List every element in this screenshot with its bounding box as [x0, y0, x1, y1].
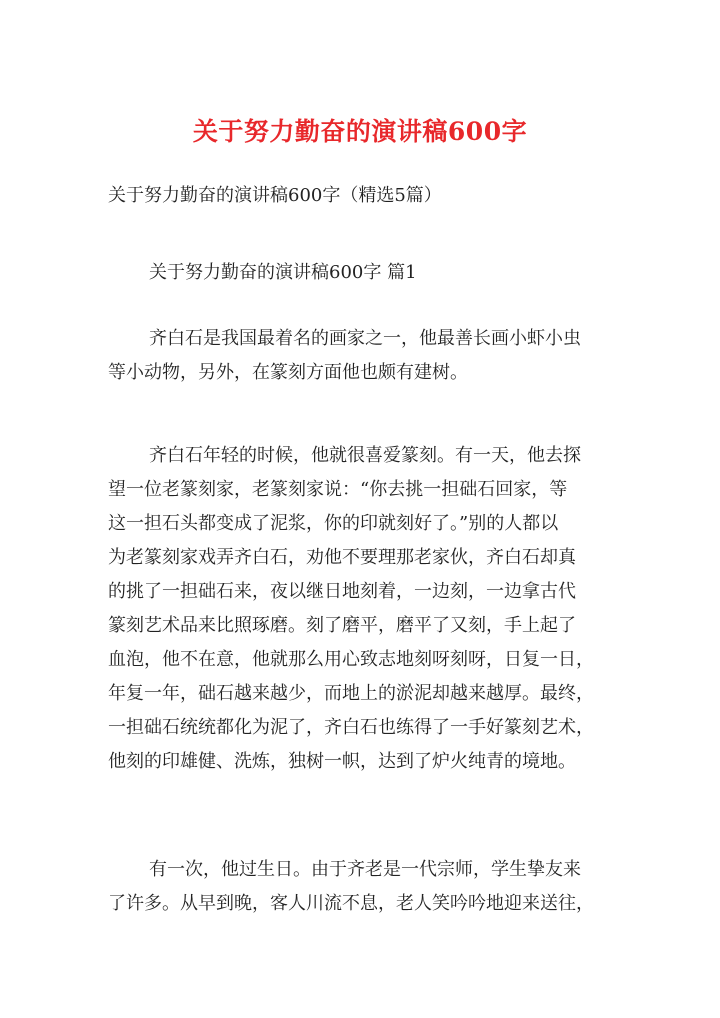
text-line: 齐白石是我国最着名的画家之一，他最善长画小虾小虫 — [149, 328, 581, 349]
paragraph-1 — [108, 322, 628, 390]
section-heading: 关于努力勤奋的演讲稿600字 篇1 — [149, 262, 417, 283]
text-line: 的挑了一担础石来，夜以继日地刻着，一边刻，一边拿古代 — [108, 581, 576, 602]
text-line: 一担础石统统都化为泥了，齐白石也练得了一手好篆刻艺术， — [108, 717, 594, 738]
text-line: 这一担石头都变成了泥浆，你的印就刻好了。”别的人都以 — [108, 513, 559, 534]
text-line: 他刻的印雄健、洗炼，独树一帜，达到了炉火纯青的境地。 — [108, 751, 576, 772]
text-line: 有一次，他过生日。由于齐老是一代宗师，学生挚友来 — [149, 859, 581, 880]
text-line: 望一位老篆刻家，老篆刻家说：“你去挑一担础石回家，等 — [108, 479, 568, 500]
text-line: 为老篆刻家戏弄齐白石，劝他不要理那老家伙，齐白石却真 — [108, 547, 576, 568]
paragraph-3 — [108, 853, 628, 921]
paragraph-2 — [108, 439, 628, 779]
text-line: 篆刻艺术品来比照琢磨。刻了磨平，磨平了又刻，手上起了 — [108, 615, 576, 636]
text-line: 血泡，他不在意，他就那么用心致志地刻呀刻呀，日复一日， — [108, 649, 594, 670]
text-line: 年复一年，础石越来越少，而地上的淤泥却越来越厚。最终， — [108, 683, 594, 704]
text-line: 等小动物，另外，在篆刻方面他也颇有建树。 — [108, 362, 468, 383]
text-line: 了许多。从早到晚，客人川流不息，老人笑吟吟地迎来送往， — [108, 893, 594, 914]
text-line: 齐白石年轻的时候，他就很喜爱篆刻。有一天，他去探 — [149, 445, 581, 466]
document-subtitle: 关于努力勤奋的演讲稿600字（精选5篇） — [108, 185, 442, 206]
document-title: 关于努力勤奋的演讲稿600字 — [192, 117, 528, 146]
